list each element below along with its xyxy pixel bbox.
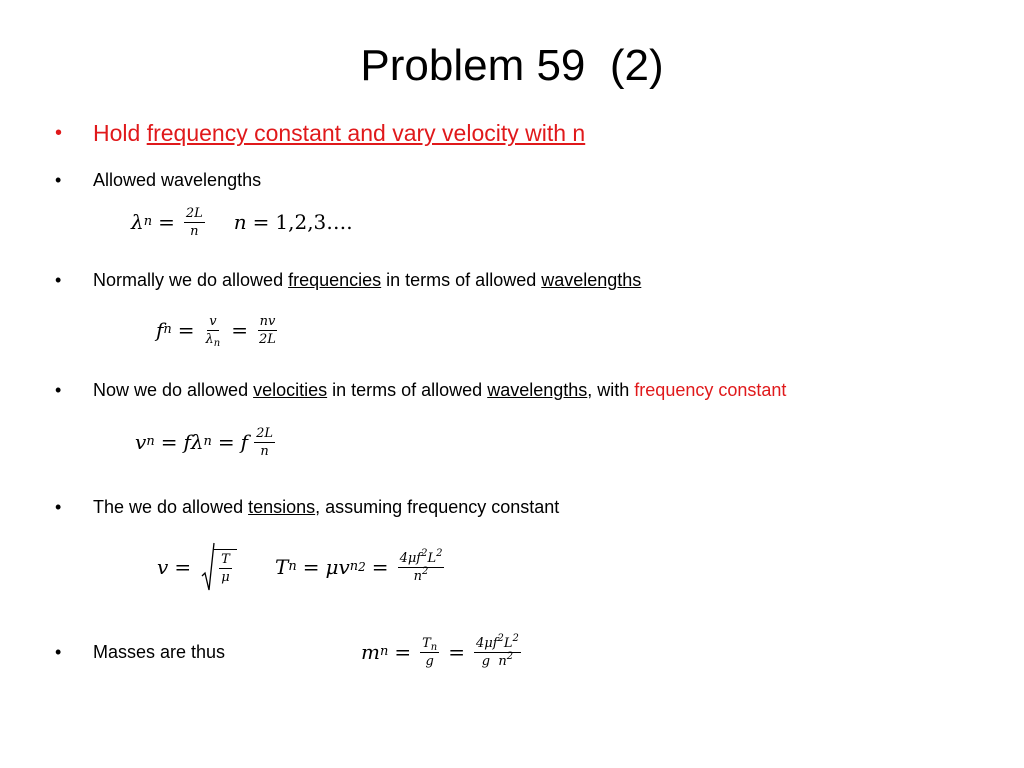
text-run: Now we do allowed (93, 380, 254, 400)
fraction-numerator: 2L (185, 205, 203, 221)
eq-operator: = (177, 318, 195, 342)
text-run: in terms of allowed (381, 270, 542, 290)
radical-sign-icon (201, 542, 215, 592)
text-run: , with (587, 380, 635, 400)
eq-n-label: n (233, 210, 247, 234)
eq-n-values: 1,2,3…. (275, 210, 353, 234)
eq-fraction (184, 206, 205, 239)
num-subscript: n (430, 641, 438, 653)
den-superscript: 2 (422, 565, 429, 577)
bullet-dot: • (55, 170, 62, 190)
eq-operator: = (231, 318, 249, 342)
bullet-3-text (93, 268, 641, 292)
equation-frequency: f n = $\frac{v}{\lambda_n}$ = $\frac{nv}{2L}$ (156, 313, 276, 349)
eq-operator: = (174, 555, 192, 579)
fraction-denominator (204, 331, 223, 347)
bullet-6-text: Masses are thus (93, 642, 226, 662)
eq-fraction (219, 552, 232, 585)
eq-fraction (257, 314, 278, 347)
underlined-term: wavelengths (541, 270, 642, 290)
eq-fraction (204, 314, 223, 347)
eq-operator: = (371, 555, 389, 579)
eq-symbol: v (135, 430, 147, 454)
equation-velocity: v n = fλ n = f $\frac{2L}{n}$ (135, 425, 273, 459)
num-superscript: 2 (512, 632, 519, 644)
bullet-5-text (93, 495, 559, 519)
num-superscript: 2 (497, 632, 504, 644)
eq-symbol: λ (131, 210, 144, 234)
bullet-1-underlined: frequency constant and vary velocity with n (146, 120, 586, 146)
eq-fraction (254, 426, 275, 459)
fraction-numerator (420, 636, 439, 653)
bullet-dot: • (55, 642, 62, 662)
fraction-denominator: n (190, 223, 199, 239)
num-term: 4μf (399, 550, 422, 566)
fraction-numerator: T (221, 552, 230, 567)
eq-operator: = (160, 430, 178, 454)
den-symbol: λ (205, 331, 214, 347)
bullet-2-text: Allowed wavelengths (93, 170, 262, 190)
fraction-denominator: n (260, 443, 269, 459)
num-superscript: 2 (436, 547, 443, 559)
equation-wavelength: λ n = $\frac{2L}{n}$ n = 1,2,3…. (131, 205, 353, 239)
eq-operator: = (302, 555, 320, 579)
den-term: g n (481, 653, 507, 669)
bullet-dot: • (55, 497, 62, 517)
eq-operator: = (158, 210, 175, 234)
text-run: in terms of allowed (327, 380, 488, 400)
highlighted-term: frequency constant (634, 380, 787, 400)
num-term: 4μf (476, 635, 498, 651)
eq-operator: = (394, 640, 412, 664)
fraction-denominator: g (425, 653, 434, 669)
eq-symbol: m (361, 640, 380, 664)
fraction-numerator (474, 632, 521, 653)
bullet-dot: • (55, 122, 63, 144)
bullet-1-prefix: Hold (93, 120, 147, 146)
text-run: The we do allowed (93, 497, 249, 517)
bullet-1-text (93, 118, 585, 148)
eq-symbol: f (156, 318, 164, 342)
eq-fraction (398, 547, 445, 584)
square-root (201, 542, 237, 592)
eq-operator: = (217, 430, 235, 454)
text-run: Normally we do allowed (93, 270, 289, 290)
fraction-numerator (398, 547, 445, 568)
fraction-denominator: μ (221, 570, 230, 585)
den-subscript: n (213, 337, 221, 349)
fraction-numerator: v (209, 313, 217, 329)
fraction-denominator (480, 650, 515, 669)
underlined-term: wavelengths (487, 380, 588, 400)
num-term: L (503, 635, 513, 651)
eq-symbol: v (157, 555, 169, 579)
eq-fraction (420, 636, 439, 669)
eq-term: f (240, 430, 249, 454)
eq-term: fλ (183, 430, 204, 454)
bullet-dot: • (55, 270, 62, 290)
slide-title: Problem 59 (2) (360, 41, 664, 90)
eq-fraction (474, 632, 521, 669)
eq-symbol: T (275, 555, 289, 579)
eq-term: μv (325, 555, 350, 579)
bullet-dot: • (55, 380, 62, 400)
text-run: , assuming frequency constant (315, 497, 560, 517)
equation-mass: m n = $\frac{T_n}{g}$ = $\frac{4\mu f^2L^2}{g n^2}$ (361, 632, 519, 669)
fraction-numerator: 2L (256, 425, 273, 441)
den-superscript: 2 (506, 650, 514, 662)
den-term: n (413, 568, 423, 584)
num-term: L (427, 550, 437, 566)
underlined-term: tensions (248, 497, 316, 517)
num-superscript: 2 (421, 547, 428, 559)
underlined-term: velocities (253, 380, 328, 400)
eq-operator: = (448, 640, 465, 664)
equation-velocity-sqrt (157, 541, 237, 593)
fraction-numerator: nv (259, 313, 276, 329)
num-term: T (422, 635, 431, 651)
eq-operator: = (252, 210, 270, 234)
underlined-term: frequencies (288, 270, 382, 290)
fraction-denominator: 2L (259, 331, 276, 347)
bullet-4-text (93, 378, 786, 402)
equation-tension: T n = μv n 2 = $\frac{4\mu f^2L^2}{n^2}$ (275, 547, 443, 584)
fraction-denominator (412, 565, 431, 584)
